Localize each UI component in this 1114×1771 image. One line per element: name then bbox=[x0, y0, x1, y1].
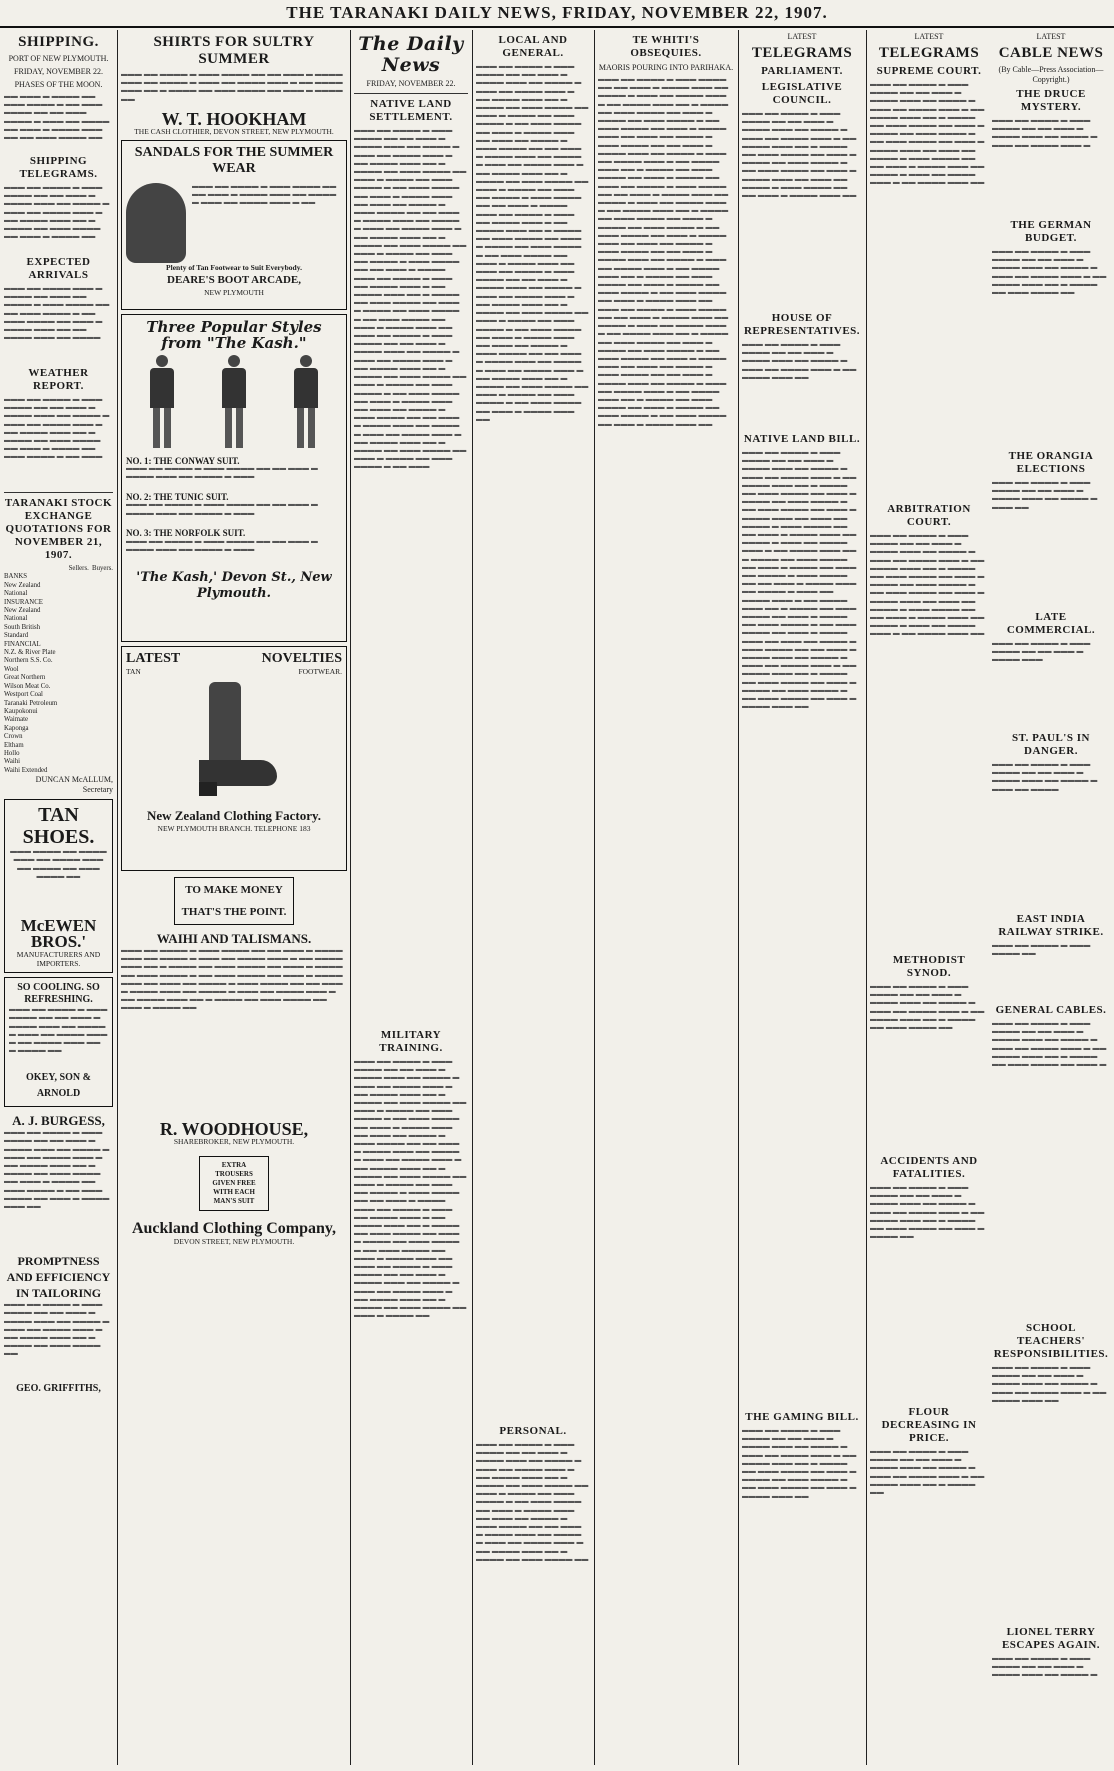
parliament-heading: PARLIAMENT. bbox=[761, 65, 843, 77]
column-rule bbox=[866, 30, 867, 1765]
table-row: Kaponga bbox=[4, 724, 29, 732]
boy-figure bbox=[216, 355, 252, 451]
table-row: INSURANCE bbox=[4, 598, 43, 606]
hookham-sub: THE CASH CLOTHIER, DEVON STREET, NEW PLYMOUTH. bbox=[134, 127, 334, 136]
table-row: Wool bbox=[4, 665, 19, 673]
text-block: ▬▬▬ ▬▬ ▬▬▬▬ ▬ ▬▬▬ ▬▬▬▬ ▬▬ bbox=[992, 942, 1091, 958]
shipping-telegrams-heading: SHIPPING TELEGRAMS. bbox=[19, 155, 98, 180]
table-row: Hollo bbox=[4, 749, 20, 757]
waihi-title: WAIHI AND TALISMANS. bbox=[156, 931, 312, 946]
text-block: ▬▬▬ ▬▬ ▬▬▬▬ ▬▬▬ ▬ ▬▬▬▬ ▬▬ ▬▬▬ ▬▬ ▬▬▬▬ ▬ ▬▬▬ ▬▬▬▬ ▬▬ ▬▬ ▬▬▬ ▬▬▬▬ ▬ ▬▬ ▬▬▬ ▬▬▬▬ ▬▬ ▬▬▬ ▬ ▬▬▬▬ ▬▬▬ ▬▬ ▬▬ ▬▬▬▬ ▬▬▬ ▬▬ ▬▬▬▬ bbox=[4, 285, 110, 342]
column-whiti bbox=[598, 32, 734, 1765]
gaming-heading: THE GAMING BILL. bbox=[745, 1411, 859, 1423]
text-block: ▬▬▬ ▬▬ ▬▬▬▬ ▬ ▬▬▬ ▬▬▬▬ ▬▬ ▬▬ ▬▬▬ ▬ ▬▬▬▬ ▬▬▬ ▬▬ ▬▬▬▬ ▬ ▬▬▬ ▬▬ ▬▬▬▬ ▬▬▬ ▬ ▬▬ ▬▬▬▬ ▬▬▬ ▬▬ ▬ ▬▬▬▬ ▬▬ ▬▬▬ ▬▬▬▬ ▬▬ ▬▬▬ ▬ ▬▬▬▬ ▬▬ ▬▬▬ ▬▬▬▬ ▬ ▬▬ ▬▬▬ ▬▬▬▬ ▬▬ ▬▬▬ ▬ ▬▬▬▬ ▬▬▬ ▬▬ ▬▬▬ ▬▬ ▬▬▬▬ ▬ ▬▬▬ ▬▬▬▬ ▬▬ ▬▬ ▬▬▬ ▬ ▬▬▬▬ ▬▬▬ ▬▬ ▬▬▬▬ ▬ ▬▬▬ ▬▬ ▬▬▬▬ ▬▬▬ ▬ ▬▬ ▬▬▬▬ ▬▬▬ ▬▬ ▬ ▬▬▬▬ ▬▬ ▬▬▬ ▬▬▬▬ ▬▬ ▬▬▬ ▬ ▬▬▬▬ ▬▬ ▬▬▬ ▬▬ ▬▬▬▬ ▬ ▬▬▬ ▬▬▬▬ ▬▬ ▬▬ ▬▬▬ ▬ ▬▬▬▬ ▬▬▬ ▬▬ ▬▬▬▬ ▬ ▬▬▬ ▬▬ ▬▬▬▬ ▬▬▬ ▬ ▬▬ ▬▬▬▬ ▬▬▬ ▬▬ ▬ ▬▬▬▬ ▬▬ ▬▬▬ ▬▬▬▬ ▬▬ ▬▬▬ ▬ ▬▬▬▬ ▬▬ ▬▬▬ ▬▬▬▬ ▬ ▬▬ ▬▬▬ ▬▬▬▬ ▬▬ ▬▬▬ ▬ ▬▬▬▬ ▬▬▬ ▬▬ ▬▬▬ ▬▬ ▬▬▬▬ ▬ ▬▬▬ ▬▬▬▬ ▬▬ ▬▬ ▬▬▬ ▬ ▬▬▬▬ ▬▬▬ ▬▬ ▬▬▬▬ ▬ ▬▬▬ ▬▬ ▬▬▬▬ ▬▬▬ ▬ ▬▬ ▬▬▬▬ ▬▬▬ ▬▬ ▬ ▬▬▬▬ ▬▬ ▬▬▬ ▬▬▬▬ ▬▬ ▬▬▬ ▬ ▬▬▬▬ ▬▬ ▬▬▬ ▬▬▬▬ ▬ ▬▬ ▬▬▬ ▬▬▬▬ ▬▬ ▬▬▬ ▬ ▬▬▬▬ ▬▬▬ ▬▬ ▬▬▬ ▬▬ ▬▬▬▬ ▬ ▬▬▬ ▬▬▬▬ ▬▬ ▬▬ ▬▬▬ ▬ ▬▬▬▬ ▬▬▬ ▬▬ ▬▬▬▬ ▬ ▬▬▬ ▬▬ ▬▬▬▬ ▬▬▬ ▬ ▬▬ ▬▬▬▬ ▬▬▬ ▬▬ ▬ ▬▬▬▬ ▬▬ ▬▬▬ ▬▬▬▬ ▬▬ ▬▬▬ ▬ ▬▬▬▬ ▬▬ ▬▬▬ ▬▬▬▬ ▬ ▬▬ ▬▬▬ bbox=[354, 127, 467, 471]
auckland-sub: DEVON STREET, NEW PLYMOUTH. bbox=[173, 1237, 295, 1246]
budget-heading: THE GERMAN BUDGET. bbox=[1010, 219, 1092, 244]
native-heading: NATIVE LAND BILL. bbox=[743, 433, 861, 445]
boot-image bbox=[189, 682, 279, 802]
cable-heading: CABLE NEWS bbox=[998, 45, 1104, 61]
boy-figure bbox=[288, 355, 324, 451]
arbitration-heading: ARBITRATION COURT. bbox=[887, 503, 971, 528]
cable-sub: (By Cable—Press Association—Copyright.) bbox=[998, 65, 1104, 84]
table-row: Standard bbox=[4, 632, 29, 640]
griffiths-title: GEO. GRIFFITHS, bbox=[16, 1383, 101, 1395]
text-block: ▬▬▬ ▬▬ ▬▬▬▬ ▬ ▬▬▬ ▬▬▬▬ ▬▬ ▬▬ ▬▬▬ ▬ ▬▬▬▬ ▬▬▬ ▬▬ ▬▬▬▬ ▬ ▬▬▬ ▬▬ ▬▬▬▬ ▬▬▬ ▬ bbox=[992, 117, 1098, 149]
latest-label: LATEST bbox=[914, 32, 944, 41]
boy-figure bbox=[144, 355, 180, 451]
telegrams-heading: TELEGRAMS bbox=[751, 45, 853, 61]
text-block: ▬▬▬ ▬▬ ▬▬▬▬ ▬ ▬▬▬ ▬▬▬▬ ▬▬ ▬▬ ▬▬▬ ▬ ▬▬▬▬ ▬▬▬ ▬▬ ▬▬▬▬ ▬ ▬▬▬ ▬▬ ▬▬▬▬ ▬▬▬ ▬ ▬▬ ▬▬▬▬ ▬▬▬ ▬▬ bbox=[992, 1364, 1107, 1404]
text-block: ▬▬▬ ▬▬ ▬▬▬▬ ▬ ▬▬▬ ▬▬▬▬ ▬▬ ▬▬ ▬▬▬ ▬ ▬▬▬▬ ▬▬▬ ▬▬ ▬▬▬▬ ▬ ▬▬▬ ▬▬ ▬▬▬▬ ▬▬▬ ▬ ▬▬ ▬▬▬▬ ▬▬▬ ▬▬ ▬ ▬▬▬▬ ▬▬ ▬▬▬ ▬▬▬▬ ▬▬ ▬▬▬ ▬ ▬▬▬▬ ▬▬ ▬▬▬ ▬▬▬▬ ▬ ▬▬ ▬▬▬ ▬▬▬▬ ▬▬ ▬▬▬ ▬ ▬▬▬▬ ▬▬▬ ▬▬ ▬▬▬ ▬▬ ▬▬▬▬ ▬ ▬▬▬ ▬▬▬▬ ▬▬ ▬▬ ▬▬▬ ▬ ▬▬▬▬ ▬▬▬ ▬▬ ▬▬▬▬ ▬ ▬▬▬ ▬▬ ▬▬▬▬ ▬▬▬ ▬ ▬▬ ▬▬▬▬ ▬▬▬ ▬▬ bbox=[870, 81, 985, 187]
table-row: Taranaki Petroleum bbox=[4, 699, 58, 707]
suit-heading: NO. 2: THE TUNIC SUIT. bbox=[126, 492, 229, 503]
make-money-ad bbox=[174, 877, 294, 925]
okey-title: OKEY, SON & ARNOLD bbox=[26, 1072, 91, 1100]
shipping-heading: SHIPPING. bbox=[18, 34, 99, 50]
editorial-title: The Daily News bbox=[358, 33, 464, 76]
table-row: Westport Coal bbox=[4, 691, 43, 699]
column-cable bbox=[992, 32, 1110, 1765]
column-header: Buyers. bbox=[92, 565, 113, 572]
whiti-heading: TE WHITI'S OBSEQUIES. bbox=[630, 34, 702, 59]
latest-label: LATEST bbox=[1036, 32, 1066, 41]
money-point: THAT'S THE POINT. bbox=[181, 906, 287, 918]
text-block: ▬▬▬ ▬▬ ▬▬▬▬ ▬ ▬▬▬ ▬▬▬▬ ▬▬ ▬▬ ▬▬▬ ▬ ▬▬▬▬ ▬▬▬ ▬▬ ▬▬▬▬ ▬ ▬▬▬ ▬▬ ▬▬▬▬ ▬▬▬ ▬ ▬▬ ▬▬▬▬ ▬▬▬ ▬▬ ▬ ▬▬▬▬ ▬▬ ▬▬▬ ▬▬▬▬ ▬▬ ▬▬▬ ▬ ▬▬▬▬ ▬▬ ▬▬▬ ▬▬▬▬ ▬ ▬▬ ▬▬▬ ▬▬▬▬ ▬▬ ▬▬▬ ▬ ▬▬▬▬ ▬▬▬ ▬▬ ▬▬▬ ▬▬ ▬▬▬▬ ▬ ▬▬▬ ▬▬▬▬ ▬▬ ▬▬ ▬▬▬ ▬ ▬▬▬▬ ▬▬▬ ▬▬ ▬▬▬▬ ▬ ▬▬▬ ▬▬ ▬▬▬▬ ▬▬▬ ▬ ▬▬ ▬▬▬▬ ▬▬▬ ▬▬ ▬ ▬▬▬▬ ▬▬ ▬▬▬ ▬▬▬▬ ▬▬ bbox=[476, 1441, 589, 1563]
text-block: ▬▬▬ ▬▬ ▬▬▬▬ ▬ ▬▬▬ ▬▬▬▬ ▬▬ ▬▬ ▬▬▬ ▬ ▬▬▬▬ ▬▬▬ ▬▬ ▬▬▬▬ ▬ ▬▬▬ ▬▬ ▬▬▬▬ ▬▬▬ ▬ ▬▬ ▬▬▬▬ ▬▬▬ ▬▬ ▬ ▬▬▬▬ ▬▬ ▬▬▬ ▬▬▬▬ ▬▬ ▬▬▬ ▬ ▬▬▬▬ ▬▬ ▬▬▬ ▬▬▬▬ ▬ ▬▬ ▬▬▬ ▬▬▬▬ ▬▬ ▬▬▬ ▬ ▬▬▬▬ ▬▬▬ ▬▬ ▬▬▬ ▬▬ ▬▬▬▬ ▬ ▬▬▬ ▬▬▬▬ ▬▬ ▬▬ ▬▬▬ ▬ ▬▬▬▬ ▬▬▬ ▬▬ ▬▬▬▬ ▬ ▬▬▬ ▬▬ ▬▬▬▬ ▬▬▬ ▬ ▬▬ ▬▬▬▬ ▬▬▬ ▬▬ ▬ ▬▬▬▬ ▬▬ ▬▬▬ ▬▬▬▬ ▬▬ ▬▬▬ ▬ ▬▬▬▬ ▬▬ bbox=[121, 947, 343, 1012]
column-rule bbox=[117, 30, 118, 1765]
column-rule bbox=[738, 30, 739, 1765]
woodhouse-sub: SHAREBROKER, NEW PLYMOUTH. bbox=[173, 1137, 295, 1146]
suit-heading: NO. 1: THE CONWAY SUIT. bbox=[126, 456, 240, 466]
quotations-heading: TARANAKI STOCK EXCHANGE QUOTATIONS FOR NOVEMBER 21, 1907. bbox=[4, 497, 113, 561]
text-block: ▬▬▬ ▬▬ ▬▬▬▬ ▬ ▬▬▬ ▬▬▬▬ ▬▬ ▬▬ ▬▬▬ ▬ ▬▬▬▬ ▬▬▬ ▬▬ ▬▬▬▬ ▬ ▬▬▬ ▬▬ ▬▬▬▬ ▬▬▬ ▬ ▬▬ ▬▬▬▬ ▬▬▬ ▬▬ bbox=[742, 341, 857, 381]
money-title: TO MAKE MONEY bbox=[185, 884, 283, 896]
quotations-table bbox=[4, 565, 113, 775]
suit-heading: NO. 3: THE NORFOLK SUIT. bbox=[126, 528, 246, 539]
text-block: ▬▬▬ ▬▬ ▬▬▬▬ ▬ ▬▬▬ ▬▬▬▬ ▬▬ ▬▬ ▬▬▬ ▬ ▬▬▬▬ ▬▬▬ ▬▬ ▬▬▬▬ ▬ bbox=[992, 1655, 1098, 1679]
nz-clothing-title: New Zealand Clothing Factory. bbox=[146, 808, 322, 823]
text-block: ▬▬▬ ▬▬ ▬▬▬▬ ▬ ▬▬▬ ▬▬▬▬ ▬▬ ▬▬ ▬▬▬ ▬ ▬▬▬▬ ▬▬▬ ▬▬ ▬▬▬▬ ▬ ▬▬▬ ▬▬ ▬▬▬▬ ▬▬▬ ▬ ▬▬ ▬▬▬▬ ▬▬▬ ▬▬ ▬ ▬▬▬▬ ▬▬ ▬▬▬ ▬▬▬▬ ▬▬ ▬▬▬ ▬ ▬▬▬▬ ▬▬ bbox=[870, 1184, 985, 1241]
house-heading: HOUSE OF REPRESENTATIVES. bbox=[743, 312, 861, 337]
column-ads bbox=[121, 32, 347, 1765]
text-block: ▬▬▬ ▬▬ ▬▬▬▬ ▬ ▬▬▬ ▬▬▬▬ ▬▬ ▬▬ ▬▬▬ ▬ ▬▬▬▬ ▬▬▬ ▬▬ ▬▬▬▬ ▬ ▬▬▬ ▬▬ ▬▬▬▬ ▬▬▬ ▬ ▬▬ ▬▬▬▬ ▬▬▬ ▬▬ ▬ ▬▬▬▬ ▬▬ ▬▬▬ ▬▬▬▬ ▬▬ ▬▬▬ ▬ ▬▬▬▬ ▬▬ bbox=[4, 184, 110, 241]
terry-heading: LIONEL TERRY ESCAPES AGAIN. bbox=[1001, 1626, 1101, 1651]
teachers-heading: SCHOOL TEACHERS' RESPONSIBILITIES. bbox=[993, 1322, 1109, 1360]
telegrams-heading: TELEGRAMS bbox=[878, 45, 980, 61]
table-row: N.Z. & River Plate bbox=[4, 649, 56, 657]
table-row: Waihi Extended bbox=[4, 766, 48, 774]
accidents-heading: ACCIDENTS AND FATALITIES. bbox=[880, 1155, 978, 1180]
table-row: FINANCIAL bbox=[4, 640, 41, 648]
text-block: ▬▬▬ ▬▬ ▬▬▬▬ ▬ ▬▬▬ ▬▬▬▬ ▬▬ ▬▬ ▬▬▬ ▬ ▬▬▬▬ ▬▬▬ ▬▬ ▬▬▬▬ ▬ ▬▬▬ ▬▬ ▬▬▬▬ ▬▬▬ ▬ ▬▬ ▬▬▬▬ ▬▬▬ ▬▬ ▬ ▬▬▬▬ ▬▬ bbox=[9, 1006, 108, 1055]
table-row: National bbox=[4, 615, 28, 623]
text-block: ▬▬▬ ▬▬ ▬▬▬▬ ▬ ▬▬▬ ▬▬▬▬ ▬▬ ▬▬ ▬▬▬ ▬ ▬▬▬▬ ▬▬▬ ▬▬ ▬▬▬▬ ▬ ▬▬▬ ▬▬ ▬▬▬▬ ▬▬▬ ▬ ▬▬ bbox=[192, 183, 337, 207]
text-block: ▬▬▬ ▬▬ ▬▬▬▬ ▬ ▬▬▬ ▬▬▬▬ ▬▬ ▬▬ ▬▬▬ ▬ ▬▬▬▬ ▬▬▬ ▬▬ ▬▬▬▬ ▬ ▬▬▬ ▬▬ bbox=[992, 479, 1098, 511]
cooling-ad bbox=[4, 977, 113, 1107]
column-local bbox=[476, 32, 590, 1765]
column-rule bbox=[350, 30, 351, 1765]
railway-heading: EAST INDIA RAILWAY STRIKE. bbox=[998, 913, 1104, 938]
text-block: ▬▬▬ ▬▬ ▬▬▬▬ ▬ ▬▬▬ ▬▬▬▬ ▬▬ ▬▬ ▬▬▬ ▬ ▬▬▬▬ ▬▬▬ ▬▬ ▬▬▬▬ ▬ ▬▬▬ ▬▬ ▬▬▬▬ ▬▬▬ ▬ ▬▬ ▬▬▬▬ ▬▬▬ ▬▬ ▬ ▬▬▬▬ ▬▬ ▬▬▬ ▬▬▬▬ ▬▬ ▬▬▬ ▬ ▬▬▬▬ ▬▬ ▬▬▬ ▬▬▬▬ ▬ ▬▬ ▬▬▬ ▬▬▬▬ ▬▬ ▬▬▬ ▬ ▬▬▬▬ ▬▬▬ ▬▬ bbox=[742, 1427, 857, 1500]
flour-heading: FLOUR DECREASING IN PRICE. bbox=[881, 1406, 977, 1444]
personal-heading: PERSONAL. bbox=[499, 1425, 567, 1437]
druce-heading: THE DRUCE MYSTERY. bbox=[1016, 88, 1086, 113]
commercial-heading: LATE COMMERCIAL. bbox=[1006, 611, 1096, 636]
column-telegrams-2 bbox=[870, 32, 988, 1765]
moon-heading: PHASES OF THE MOON. bbox=[14, 80, 103, 89]
nz-clothing-sub: NEW PLYMOUTH BRANCH. TELEPHONE 183 bbox=[157, 824, 311, 833]
column-editorial bbox=[354, 32, 468, 1765]
text-block: ▬▬▬ ▬▬ ▬▬▬▬ ▬ ▬▬▬ ▬▬▬▬ ▬▬ ▬▬ ▬▬▬ ▬ ▬▬▬▬ ▬▬▬ ▬▬ ▬▬▬▬ ▬ ▬▬▬ ▬▬ ▬▬▬▬ ▬▬▬ ▬ ▬▬ ▬▬▬▬ ▬▬▬ ▬▬ ▬ ▬▬▬▬ ▬▬ ▬▬▬ ▬▬▬▬ ▬▬ ▬▬▬ ▬ ▬▬▬▬ ▬▬ ▬▬▬ ▬▬▬▬ ▬ ▬▬ ▬▬▬ ▬▬▬▬ ▬▬ ▬▬▬ ▬ ▬▬▬▬ ▬▬▬ ▬▬ ▬▬▬ ▬▬ ▬▬▬▬ ▬ ▬▬▬ ▬▬▬▬ ▬▬ ▬▬ ▬▬▬ ▬ ▬▬▬▬ ▬▬▬ ▬▬ ▬▬▬▬ ▬ ▬▬▬ ▬▬ ▬▬▬▬ ▬▬▬ ▬ ▬▬ ▬▬▬▬ ▬▬▬ ▬▬ ▬ ▬▬▬▬ ▬▬ ▬▬▬ ▬▬▬▬ ▬▬ ▬▬▬ ▬ ▬▬▬▬ ▬▬ ▬▬▬ ▬▬ ▬▬▬▬ ▬ ▬▬▬ ▬▬▬▬ ▬▬ ▬▬ ▬▬▬ ▬ ▬▬▬▬ ▬▬▬ ▬▬ ▬▬▬▬ ▬ ▬▬▬ ▬▬ ▬▬▬▬ ▬▬▬ ▬ ▬▬ ▬▬▬▬ ▬▬▬ ▬▬ ▬ ▬▬▬▬ ▬▬ ▬▬▬ ▬▬▬▬ ▬▬ ▬▬▬ ▬ ▬▬▬▬ ▬▬ ▬▬▬ ▬▬▬▬ ▬ ▬▬ ▬▬▬ ▬▬▬▬ ▬▬ ▬▬▬ ▬ ▬▬▬▬ ▬▬▬ ▬▬ ▬▬▬ ▬▬ ▬▬▬▬ ▬ ▬▬▬ ▬▬▬▬ ▬▬ ▬▬ ▬▬▬ ▬ ▬▬▬▬ ▬▬▬ ▬▬ ▬▬▬▬ ▬ ▬▬▬ ▬▬ ▬▬▬▬ ▬▬▬ ▬ ▬▬ ▬▬▬▬ ▬▬▬ ▬▬ ▬ ▬▬▬▬ ▬▬ ▬▬▬ ▬▬▬▬ ▬▬ ▬▬▬ ▬ ▬▬▬▬ ▬▬ ▬▬▬ ▬▬▬▬ ▬ ▬▬ ▬▬▬ ▬▬▬▬ ▬▬ ▬▬▬ ▬ ▬▬▬▬ ▬▬▬ ▬▬ ▬▬▬ ▬▬ ▬▬▬▬ ▬ ▬▬▬ ▬▬▬▬ ▬▬ ▬▬ ▬▬▬ ▬ ▬▬▬▬ ▬▬▬ ▬▬ ▬▬▬▬ ▬ ▬▬▬ ▬▬ ▬▬▬▬ ▬▬▬ ▬ ▬▬ ▬▬▬▬ ▬▬▬ ▬▬ ▬ ▬▬▬▬ ▬▬ ▬▬▬ ▬▬▬▬ ▬▬ ▬▬▬ ▬ ▬▬▬▬ ▬▬ ▬▬▬ ▬▬▬▬ ▬ ▬▬ ▬▬▬ ▬▬▬▬ ▬▬ ▬▬▬ ▬ ▬▬▬▬ ▬▬▬ ▬▬ ▬▬▬ ▬▬ ▬▬▬▬ ▬ ▬▬▬ ▬▬▬▬ ▬▬ ▬▬ ▬▬▬ ▬ ▬▬▬▬ ▬▬▬ ▬▬ ▬▬▬▬ ▬ ▬▬▬ ▬▬ ▬▬▬▬ ▬▬▬ ▬ ▬▬ ▬▬▬▬ ▬▬▬ ▬▬ ▬ ▬▬▬▬ ▬▬ ▬▬▬ ▬▬▬▬ ▬▬ ▬▬▬ ▬ ▬▬▬▬ ▬▬ ▬▬▬ ▬▬▬▬ ▬ ▬▬ ▬▬▬ ▬▬▬▬ ▬▬ ▬▬▬ ▬ ▬▬▬▬ ▬▬▬ ▬▬ bbox=[598, 76, 729, 428]
local-heading: LOCAL AND GENERAL. bbox=[498, 34, 568, 59]
table-row: Northern S.S. Co. bbox=[4, 657, 53, 665]
table-row: New Zealand bbox=[4, 581, 41, 589]
mcewen-title: McEWEN BROS.' bbox=[20, 916, 97, 952]
footwear-ad bbox=[121, 646, 347, 871]
text-block: ▬▬▬ ▬▬ ▬▬▬▬ ▬ ▬▬▬ ▬▬▬▬ ▬▬ ▬▬ ▬▬▬ ▬ ▬▬▬▬ ▬▬▬ ▬▬ ▬▬▬▬ ▬ ▬▬▬ ▬▬ ▬▬▬▬ ▬▬▬ ▬ ▬▬ ▬▬▬▬ ▬▬▬ ▬▬ ▬ ▬▬▬▬ ▬▬ ▬▬▬ ▬▬▬▬ ▬▬ bbox=[4, 1301, 110, 1358]
text-block: ▬▬▬ ▬▬ ▬▬▬▬ ▬ ▬▬▬ ▬▬▬▬ ▬▬ ▬▬ ▬▬▬ ▬ ▬▬▬▬ ▬▬▬ ▬▬ ▬▬▬▬ ▬ ▬▬▬ ▬▬ ▬▬▬▬ ▬▬▬ ▬ ▬▬ ▬▬▬▬ ▬▬▬ ▬▬ ▬ ▬▬▬▬ ▬▬ bbox=[870, 1448, 985, 1497]
expected-arrivals-heading: EXPECTED ARRIVALS bbox=[26, 256, 91, 281]
editorial-date: FRIDAY, NOVEMBER 22. bbox=[366, 79, 456, 88]
weather-heading: WEATHER REPORT. bbox=[28, 367, 89, 392]
table-row: New Zealand bbox=[4, 607, 41, 615]
text-block: ▬▬▬ ▬▬ ▬▬▬▬ ▬ ▬▬▬ ▬▬▬▬ ▬▬ ▬▬ ▬▬▬ ▬ ▬▬▬▬ ▬▬▬ ▬▬ ▬▬▬▬ ▬ ▬▬▬ ▬▬ ▬▬▬▬ ▬▬▬ ▬ ▬▬ ▬▬▬▬ ▬▬▬ ▬▬ ▬ ▬▬▬▬ ▬▬ ▬▬▬ ▬▬▬▬ ▬▬ ▬▬▬ ▬ ▬▬▬▬ ▬▬ ▬▬▬ ▬▬▬▬ ▬ ▬▬ ▬▬▬ ▬▬▬▬ ▬▬ ▬▬▬ ▬ ▬▬▬▬ ▬▬▬ ▬▬ ▬▬▬ ▬▬ ▬▬▬▬ ▬ ▬▬▬ ▬▬▬▬ ▬▬ ▬▬ ▬▬▬ ▬ ▬▬▬▬ ▬▬▬ ▬▬ ▬▬▬▬ ▬ ▬▬▬ ▬▬ ▬▬▬▬ ▬▬▬ ▬ ▬▬ ▬▬▬▬ ▬▬▬ ▬▬ ▬ ▬▬▬▬ ▬▬ ▬▬▬ ▬▬▬▬ ▬▬ ▬▬▬ ▬ ▬▬▬▬ ▬▬ ▬▬▬ ▬▬ ▬▬▬▬ ▬ ▬▬▬ ▬▬▬▬ ▬▬ ▬▬ ▬▬▬ ▬ ▬▬▬▬ ▬▬▬ ▬▬ ▬▬▬▬ ▬ ▬▬▬ ▬▬ ▬▬▬▬ ▬▬▬ ▬ ▬▬ ▬▬▬▬ ▬▬▬ ▬▬ ▬ ▬▬▬▬ ▬▬ ▬▬▬ ▬▬▬▬ ▬▬ ▬▬▬ ▬ ▬▬▬▬ ▬▬ ▬▬▬ ▬▬▬▬ ▬ ▬▬ ▬▬▬ ▬▬▬▬ ▬▬ ▬▬▬ ▬ ▬▬▬▬ ▬▬▬ ▬▬ ▬▬▬ ▬▬ ▬▬▬▬ ▬ ▬▬▬ ▬▬▬▬ ▬▬ ▬▬ ▬▬▬ ▬ ▬▬▬▬ ▬▬▬ ▬▬ ▬▬▬▬ ▬ ▬▬▬ ▬▬ ▬▬▬▬ ▬▬▬ ▬ ▬▬ ▬▬▬▬ ▬▬▬ ▬▬ ▬ ▬▬▬▬ ▬▬ ▬▬▬ ▬▬▬▬ ▬▬ ▬▬▬ ▬ ▬▬▬▬ ▬▬ bbox=[354, 1058, 467, 1320]
masthead: THE TARANAKI DAILY NEWS, FRIDAY, NOVEMBER 22, 1907. bbox=[0, 0, 1114, 28]
table-row: Kaupokonui bbox=[4, 707, 38, 715]
woodhouse-title: R. WOODHOUSE, bbox=[159, 1119, 309, 1139]
tan-label: TAN bbox=[126, 667, 141, 676]
text-block: ▬▬ ▬▬▬ ▬ ▬▬▬▬ ▬▬ ▬▬▬ ▬▬▬▬ ▬ ▬▬ ▬▬▬ ▬▬▬▬ ▬▬ ▬▬ ▬▬▬ ▬▬▬▬ ▬ ▬▬▬ ▬▬ ▬▬▬▬ ▬▬ ▬▬▬ ▬ ▬▬▬▬ ▬▬▬ ▬▬ ▬▬ ▬▬▬ ▬▬▬▬ ▬▬ bbox=[4, 93, 110, 142]
mcewen-sub: MANUFACTURERS AND IMPORTERS. bbox=[16, 950, 101, 969]
shipping-date: FRIDAY, NOVEMBER 22. bbox=[14, 67, 103, 76]
table-row: Wilson Meat Co. bbox=[4, 682, 51, 690]
text-block: ▬▬▬ ▬▬ ▬▬▬▬ ▬ ▬▬▬ ▬▬▬▬ ▬▬ ▬▬ ▬▬▬ ▬ ▬▬▬▬ ▬▬▬ ▬▬ ▬▬▬▬ ▬ ▬▬▬ ▬▬ ▬▬▬▬ ▬▬▬ ▬ ▬▬ ▬▬▬▬ ▬▬▬ ▬▬ ▬ ▬▬▬▬ ▬▬ ▬▬▬ ▬▬▬▬ ▬▬ bbox=[870, 983, 985, 1032]
port-heading: PORT OF NEW PLYMOUTH. bbox=[8, 54, 109, 63]
text-block: ▬▬▬ ▬▬ ▬▬▬▬ ▬ ▬▬▬ ▬▬▬▬ ▬▬ ▬▬ ▬▬▬ ▬ ▬▬▬▬ ▬▬▬ ▬▬ ▬▬▬▬ ▬ ▬▬▬ ▬▬ ▬▬▬▬ ▬▬▬ ▬ ▬▬ ▬▬▬▬ ▬▬▬ ▬▬ ▬ ▬▬▬▬ ▬▬ ▬▬▬ ▬▬▬▬ ▬▬ ▬▬▬ ▬ bbox=[992, 1020, 1107, 1069]
auckland-title: Auckland Clothing Company, bbox=[131, 1220, 337, 1237]
pauls-heading: ST. PAUL'S IN DANGER. bbox=[1012, 732, 1090, 757]
text-block: ▬▬▬ ▬▬ ▬▬▬▬ ▬ ▬▬▬ ▬▬▬▬ ▬▬ ▬▬ ▬▬▬ ▬ ▬▬▬▬ ▬▬▬ ▬▬ ▬▬▬▬ ▬ ▬▬▬ ▬▬ ▬▬▬▬ ▬▬▬ ▬ ▬▬ ▬▬▬▬ ▬▬▬ ▬▬ ▬ ▬▬▬▬ ▬▬ ▬▬▬ ▬▬▬▬ ▬▬ ▬▬▬ ▬ ▬▬▬▬ ▬▬ bbox=[121, 71, 343, 103]
table-row: Waihi bbox=[4, 758, 21, 766]
text-block: ▬▬▬ ▬▬ ▬▬▬▬ ▬ ▬▬▬ ▬▬▬▬ ▬▬ ▬▬ ▬▬▬ ▬ ▬▬▬▬ ▬▬▬ ▬▬ ▬▬▬▬ ▬ ▬▬▬ ▬▬ ▬▬▬▬ ▬▬▬ ▬ ▬▬ ▬▬▬▬ ▬▬▬ ▬▬ ▬ ▬▬▬▬ ▬▬ ▬▬▬ ▬▬▬▬ ▬▬ ▬▬▬ ▬ ▬▬▬▬ ▬▬ ▬▬▬ ▬▬▬▬ ▬ ▬▬ ▬▬▬ ▬▬▬▬ ▬▬ ▬▬▬ ▬ ▬▬▬▬ ▬▬▬ ▬▬ ▬▬▬ ▬▬ ▬▬▬▬ ▬ ▬▬▬ ▬▬▬▬ ▬▬ ▬▬ ▬▬▬ ▬ ▬▬▬▬ ▬▬▬ ▬▬ ▬▬▬▬ ▬ ▬▬▬ ▬▬ ▬▬▬▬ ▬▬▬ ▬ ▬▬ ▬▬▬▬ ▬▬▬ ▬▬ ▬ ▬▬▬▬ ▬▬ ▬▬▬ ▬▬▬▬ ▬▬ ▬▬▬ ▬ ▬▬▬▬ ▬▬ ▬▬▬ ▬▬ ▬▬▬▬ ▬ ▬▬▬ ▬▬▬▬ ▬▬ ▬▬ ▬▬▬ ▬ ▬▬▬▬ ▬▬▬ ▬▬ ▬▬▬▬ ▬ ▬▬▬ ▬▬ ▬▬▬▬ ▬▬▬ ▬ ▬▬ ▬▬▬▬ ▬▬▬ ▬▬ ▬ ▬▬▬▬ ▬▬ ▬▬▬ ▬▬▬▬ ▬▬ ▬▬▬ ▬ ▬▬▬▬ ▬▬ ▬▬▬ ▬▬▬▬ ▬ ▬▬ ▬▬▬ ▬▬▬▬ ▬▬ ▬▬▬ ▬ ▬▬▬▬ ▬▬▬ ▬▬ ▬▬▬ ▬▬ ▬▬▬▬ ▬ ▬▬▬ ▬▬▬▬ ▬▬ ▬▬ ▬▬▬ ▬ ▬▬▬▬ ▬▬▬ ▬▬ ▬▬▬▬ ▬ ▬▬▬ ▬▬ ▬▬▬▬ ▬▬▬ ▬ ▬▬ ▬▬▬▬ ▬▬▬ ▬▬ ▬ ▬▬▬▬ ▬▬ ▬▬▬ ▬▬▬▬ ▬▬ ▬▬▬ ▬ ▬▬▬▬ ▬▬ ▬▬▬ ▬▬▬▬ ▬ ▬▬ ▬▬▬ ▬▬▬▬ ▬▬ ▬▬▬ ▬ ▬▬▬▬ ▬▬▬ ▬▬ bbox=[742, 449, 857, 711]
orangia-heading: THE ORANGIA ELECTIONS bbox=[1008, 450, 1094, 475]
table-row: South British bbox=[4, 623, 41, 631]
table-row: BANKS bbox=[4, 573, 28, 581]
military-heading: MILITARY TRAINING. bbox=[379, 1029, 443, 1054]
deare-title: DEARE'S BOOT ARCADE, bbox=[167, 274, 301, 286]
latest-label: LATEST bbox=[787, 32, 817, 41]
text-block: ▬▬▬ ▬▬ ▬▬▬▬ ▬ ▬▬▬ ▬▬▬▬ ▬▬ ▬▬ ▬▬▬ ▬ ▬▬▬▬ ▬▬▬ ▬▬ ▬▬▬▬ ▬ ▬▬▬ bbox=[126, 465, 319, 481]
column-shipping bbox=[4, 32, 113, 1765]
whiti-sub: MAORIS POURING INTO PARIHAKA. bbox=[598, 63, 734, 72]
text-block: ▬▬▬ ▬▬ ▬▬▬▬ ▬ ▬▬▬ ▬▬▬▬ ▬▬ ▬▬ ▬▬▬ ▬ ▬▬▬▬ ▬▬▬ ▬▬ ▬▬▬▬ ▬ ▬▬▬ bbox=[126, 537, 319, 553]
text-block: ▬▬▬ ▬▬ ▬▬▬▬ ▬ ▬▬▬ ▬▬▬▬ ▬▬ ▬▬ ▬▬▬ ▬ ▬▬▬▬ ▬▬▬ ▬▬ ▬▬▬▬ ▬ ▬▬▬ ▬▬ ▬▬▬▬ bbox=[992, 761, 1098, 793]
extra-trousers-box: EXTRA TROUSERS GIVEN FREE WITH EACH MAN'S SUIT bbox=[199, 1156, 269, 1211]
text-block: ▬▬▬ ▬▬ ▬▬▬▬ ▬ ▬▬▬ ▬▬▬▬ ▬▬ ▬▬ ▬▬▬ ▬ ▬▬▬▬ ▬▬▬ ▬▬ ▬▬▬▬ ▬ ▬▬▬ bbox=[126, 501, 319, 517]
table-row: Great Northern bbox=[4, 674, 46, 682]
general-cables-heading: GENERAL CABLES. bbox=[995, 1004, 1107, 1016]
styles-title: Three Popular Styles from "The Kash." bbox=[146, 318, 322, 352]
shirts-title: SHIRTS FOR SULTRY SUMMER bbox=[153, 34, 315, 67]
footwear-label: FOOTWEAR. bbox=[298, 667, 342, 676]
kash-address: 'The Kash,' Devon St., New Plymouth. bbox=[136, 569, 332, 601]
kash-ad bbox=[121, 314, 347, 642]
table-row: National bbox=[4, 590, 28, 598]
column-rule bbox=[594, 30, 595, 1765]
sandal-image bbox=[126, 183, 186, 263]
tan-shoes-title: TAN SHOES. bbox=[22, 804, 95, 849]
text-block: ▬▬▬ ▬▬ ▬▬▬▬ ▬ ▬▬▬ ▬▬▬▬ ▬▬ ▬▬ ▬▬▬ ▬ ▬▬▬▬ ▬▬▬ ▬▬ ▬▬▬▬ ▬ ▬▬▬ ▬▬ ▬▬▬▬ ▬▬▬ ▬ ▬▬ ▬▬▬▬ ▬▬▬ ▬▬ ▬ ▬▬▬▬ ▬▬ ▬▬▬ ▬▬▬▬ ▬▬ ▬▬▬ ▬ ▬▬▬▬ ▬▬ ▬▬▬ ▬▬▬▬ ▬ ▬▬ ▬▬▬ ▬▬▬▬ ▬▬ ▬▬▬ ▬ ▬▬▬▬ ▬▬▬ ▬▬ ▬▬▬ ▬▬ ▬▬▬▬ ▬ ▬▬▬ ▬▬▬▬ ▬▬ ▬▬ ▬▬▬ ▬ ▬▬▬▬ ▬▬▬ ▬▬ ▬▬▬▬ ▬ ▬▬▬ ▬▬ ▬▬▬▬ ▬▬▬ ▬ ▬▬ ▬▬▬▬ ▬▬▬ ▬▬ ▬ ▬▬▬▬ ▬▬ ▬▬▬ ▬▬▬▬ ▬▬ ▬▬▬ ▬ ▬▬▬▬ ▬▬ ▬▬▬ ▬▬ ▬▬▬▬ ▬ ▬▬▬ ▬▬▬▬ ▬▬ ▬▬ ▬▬▬ ▬ ▬▬▬▬ ▬▬▬ ▬▬ ▬▬▬▬ ▬ ▬▬▬ ▬▬ ▬▬▬▬ ▬▬▬ ▬ ▬▬ ▬▬▬▬ ▬▬▬ ▬▬ ▬ ▬▬▬▬ ▬▬ ▬▬▬ ▬▬▬▬ ▬▬ ▬▬▬ ▬ ▬▬▬▬ ▬▬ ▬▬▬ ▬▬▬▬ ▬ ▬▬ ▬▬▬ ▬▬▬▬ ▬▬ ▬▬▬ ▬ ▬▬▬▬ ▬▬▬ ▬▬ ▬▬▬ ▬▬ ▬▬▬▬ ▬ ▬▬▬ ▬▬▬▬ ▬▬ ▬▬ ▬▬▬ ▬ ▬▬▬▬ ▬▬▬ ▬▬ ▬▬▬▬ ▬ ▬▬▬ ▬▬ ▬▬▬▬ ▬▬▬ ▬ ▬▬ ▬▬▬▬ ▬▬▬ ▬▬ ▬ ▬▬▬▬ ▬▬ ▬▬▬ ▬▬▬▬ ▬▬ ▬▬▬ ▬ ▬▬▬▬ ▬▬ ▬▬▬ ▬▬▬▬ ▬ ▬▬ ▬▬▬ ▬▬▬▬ ▬▬ ▬▬▬ ▬ ▬▬▬▬ ▬▬▬ ▬▬ ▬▬▬ ▬▬ ▬▬▬▬ ▬ ▬▬▬ ▬▬▬▬ ▬▬ ▬▬ ▬▬▬ ▬ ▬▬▬▬ ▬▬▬ ▬▬ ▬▬▬▬ ▬ ▬▬▬ ▬▬ ▬▬▬▬ ▬▬▬ ▬ ▬▬ ▬▬▬▬ ▬▬▬ ▬▬ ▬ ▬▬▬▬ ▬▬ ▬▬▬ ▬▬▬▬ ▬▬ ▬▬▬ ▬ ▬▬▬▬ ▬▬ ▬▬▬ ▬▬▬▬ ▬ ▬▬ ▬▬▬ ▬▬▬▬ ▬▬ ▬▬▬ ▬ ▬▬▬▬ ▬▬▬ ▬▬ bbox=[476, 63, 589, 423]
latest-label: LATEST bbox=[126, 651, 181, 666]
novelties-label: NOVELTIES bbox=[261, 651, 342, 666]
text-block: ▬▬▬ ▬▬▬▬ ▬▬ ▬▬▬▬ ▬▬▬ ▬▬ ▬▬▬▬ ▬▬▬ ▬▬ ▬▬▬▬ ▬▬ ▬▬▬ ▬▬▬▬ ▬▬ bbox=[10, 848, 107, 880]
text-block: ▬▬▬ ▬▬ ▬▬▬▬ ▬ ▬▬▬ ▬▬▬▬ ▬▬ ▬▬ ▬▬▬ ▬ ▬▬▬▬ ▬▬▬ ▬▬ ▬▬▬▬ ▬ ▬▬▬ ▬▬ ▬▬▬▬ ▬▬▬ ▬ ▬▬ ▬▬▬▬ ▬▬▬ ▬▬ ▬ ▬▬▬▬ ▬▬ ▬▬▬ ▬▬▬▬ ▬▬ ▬▬▬ ▬ ▬▬▬▬ ▬▬ ▬▬▬ ▬▬▬▬ ▬ ▬▬ ▬▬▬ ▬▬▬▬ ▬▬ ▬▬▬ ▬ ▬▬▬▬ ▬▬▬ ▬▬ ▬▬▬ ▬▬ ▬▬▬▬ ▬ ▬▬▬ ▬▬▬▬ ▬▬ ▬▬ ▬▬▬ ▬ ▬▬▬▬ ▬▬▬ ▬▬ bbox=[742, 110, 857, 200]
table-row: Eltham bbox=[4, 741, 24, 749]
tan-shoes-ad bbox=[4, 799, 113, 973]
deare-sub: NEW PLYMOUTH bbox=[204, 288, 264, 297]
sandals-ad bbox=[121, 140, 347, 310]
text-block: ▬▬▬ ▬▬ ▬▬▬▬ ▬ ▬▬▬ ▬▬▬▬ ▬▬ ▬▬ ▬▬▬ ▬ ▬▬▬▬ ▬▬▬ ▬▬ ▬▬▬▬ ▬ ▬▬▬ ▬▬ ▬▬▬▬ ▬▬▬ ▬ ▬▬ ▬▬▬▬ ▬▬▬ ▬▬ ▬ ▬▬▬▬ ▬▬ ▬▬▬ ▬▬▬▬ ▬▬ ▬▬▬ ▬ ▬▬▬▬ ▬▬ ▬▬▬ ▬▬▬▬ ▬ ▬▬ ▬▬▬ ▬▬▬▬ ▬▬ ▬▬▬ ▬ ▬▬▬▬ ▬▬▬ ▬▬ bbox=[4, 1129, 110, 1210]
quotations-signature: DUNCAN McALLUM, Secretary bbox=[35, 775, 113, 795]
sandals-title: SANDALS FOR THE SUMMER WEAR bbox=[134, 145, 334, 176]
column-header: Sellers. bbox=[68, 565, 89, 572]
column-telegrams-1 bbox=[742, 32, 862, 1765]
cooling-title: SO COOLING. SO REFRESHING. bbox=[17, 982, 100, 1006]
hookham-title: W. T. HOOKHAM bbox=[161, 109, 307, 129]
text-block: ▬▬▬ ▬▬ ▬▬▬▬ ▬ ▬▬▬ ▬▬▬▬ ▬▬ ▬▬ ▬▬▬ ▬ ▬▬▬▬ ▬▬▬ bbox=[992, 640, 1091, 664]
promptness-title: PROMPTNESS AND EFFICIENCY IN TAILORING bbox=[6, 1254, 111, 1301]
text-block: ▬▬▬ ▬▬ ▬▬▬▬ ▬ ▬▬▬ ▬▬▬▬ ▬▬ ▬▬ ▬▬▬ ▬ ▬▬▬▬ ▬▬▬ ▬▬ ▬▬▬▬ ▬ ▬▬▬ ▬▬ ▬▬▬▬ ▬▬▬ ▬ ▬▬ ▬▬▬▬ ▬▬▬ ▬▬ ▬ ▬▬▬▬ ▬▬ ▬▬▬ ▬▬▬▬ ▬▬ ▬▬▬ ▬ ▬▬▬▬ ▬▬ ▬▬▬ ▬▬▬▬ ▬ ▬▬ ▬▬▬ ▬▬▬▬ ▬▬ ▬▬▬ ▬ ▬▬▬▬ ▬▬▬ ▬▬ ▬▬▬ ▬▬ ▬▬▬▬ ▬ ▬▬▬ ▬▬▬▬ ▬▬ ▬▬ ▬▬▬ ▬ ▬▬▬▬ ▬▬▬ ▬▬ ▬▬▬▬ ▬ ▬▬▬ ▬▬ ▬▬▬▬ ▬▬▬ ▬ ▬▬ ▬▬▬▬ ▬▬▬ ▬▬ bbox=[870, 532, 985, 638]
table-row: Waimate bbox=[4, 716, 28, 724]
text-block: ▬▬▬ ▬▬ ▬▬▬▬ ▬ ▬▬▬ ▬▬▬▬ ▬▬ ▬▬ ▬▬▬ ▬ ▬▬▬▬ ▬▬▬ ▬▬ ▬▬▬▬ ▬ ▬▬▬ ▬▬ ▬▬▬▬ ▬▬▬ ▬ ▬▬ ▬▬▬▬ ▬▬▬ ▬▬ ▬ ▬▬▬▬ ▬▬ ▬▬▬ ▬▬▬▬ ▬▬ bbox=[992, 248, 1107, 297]
table-row: Crown bbox=[4, 733, 23, 741]
column-rule bbox=[472, 30, 473, 1765]
burgess-title: A. J. BURGESS, bbox=[12, 1113, 105, 1129]
editorial-section: NATIVE LAND SETTLEMENT. bbox=[369, 98, 453, 123]
council-heading: LEGISLATIVE COUNCIL. bbox=[761, 81, 843, 106]
sandals-tagline: Plenty of Tan Footwear to Suit Everybody. bbox=[166, 263, 302, 272]
text-block: ▬▬▬ ▬▬ ▬▬▬▬ ▬ ▬▬▬ ▬▬▬▬ ▬▬ ▬▬ ▬▬▬ ▬ ▬▬▬▬ ▬▬▬ ▬▬ ▬▬▬▬ ▬ ▬▬▬ ▬▬ ▬▬▬▬ ▬▬▬ ▬ ▬▬ ▬▬▬▬ ▬▬▬ ▬▬ ▬ ▬▬▬▬ ▬▬ ▬▬▬ ▬▬▬▬ ▬▬ ▬▬▬ ▬ ▬▬▬▬ ▬▬ ▬▬▬ ▬▬▬▬ ▬ ▬▬ ▬▬▬ bbox=[4, 396, 110, 461]
court-heading: SUPREME COURT. bbox=[876, 65, 982, 77]
methodist-heading: METHODIST SYNOD. bbox=[892, 954, 966, 979]
